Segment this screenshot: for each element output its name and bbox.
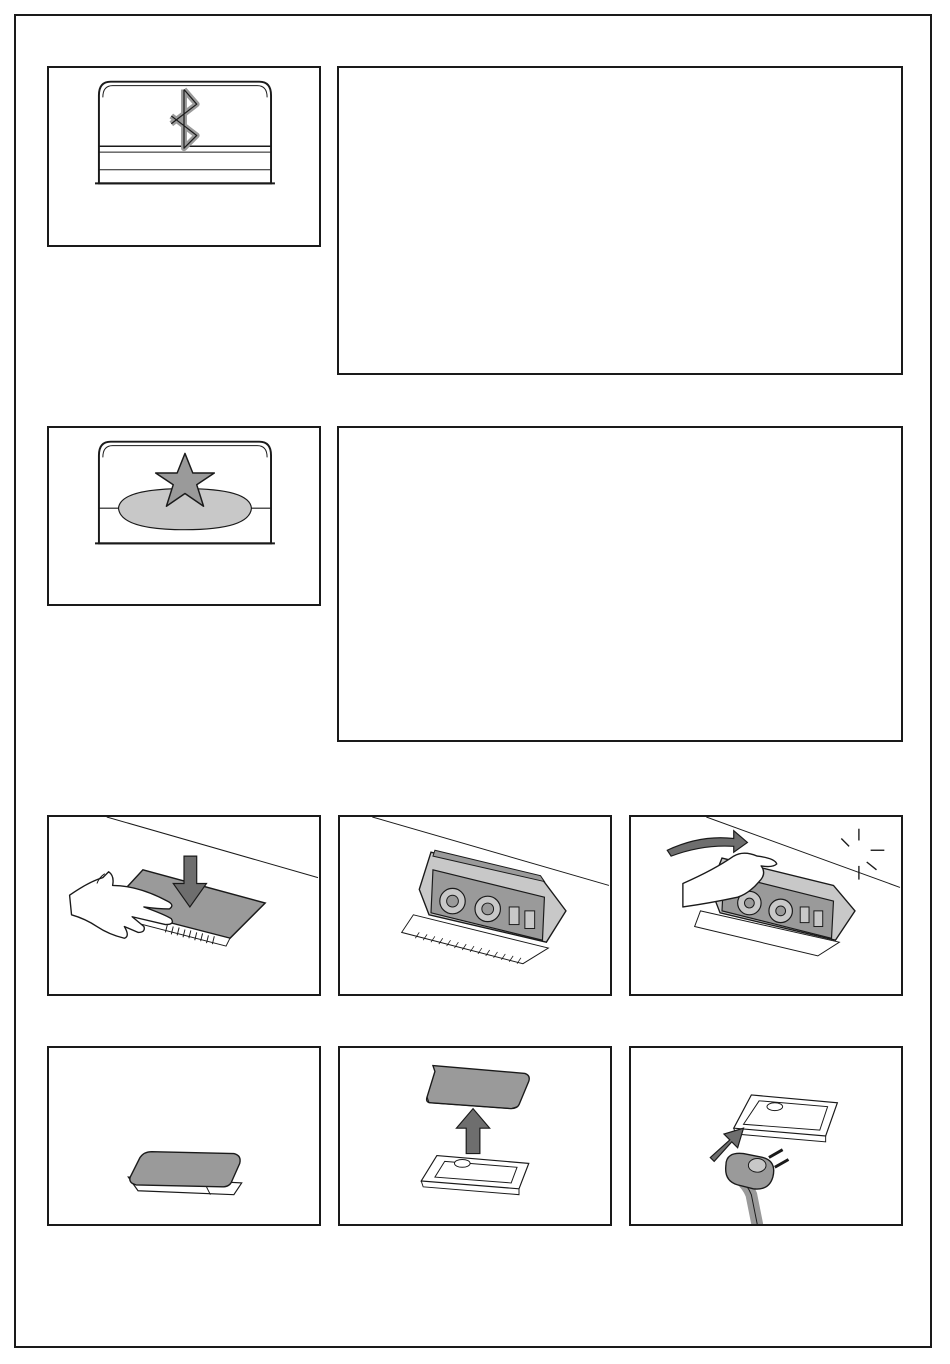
plug-insert-icon xyxy=(726,1150,789,1224)
step-unit-open-illustration xyxy=(340,817,610,994)
star-module-illustration xyxy=(49,428,319,604)
step-press-lid-figure xyxy=(47,815,321,996)
step-press-lid-illustration xyxy=(49,817,319,994)
empty-socket-frame-icon xyxy=(421,1156,529,1195)
curved-arrow-icon xyxy=(667,831,747,856)
step-close-lid-figure xyxy=(629,815,903,996)
step-insert-plug-figure xyxy=(629,1046,903,1226)
step-remove-cover-figure xyxy=(338,1046,612,1226)
lift-cover-icon xyxy=(427,1066,530,1109)
bluetooth-module-figure xyxy=(47,66,321,247)
click-sparkle-icon xyxy=(841,829,884,880)
step-unit-open-figure xyxy=(338,815,612,996)
step-remove-cover-illustration xyxy=(340,1048,610,1224)
bluetooth-description-box xyxy=(337,66,903,375)
star-module-figure xyxy=(47,426,321,606)
empty-socket-frame-icon xyxy=(734,1095,838,1142)
cover-plate-icon xyxy=(128,1152,241,1195)
step-close-lid-illustration xyxy=(631,817,901,994)
step-cover-closed-figure xyxy=(47,1046,321,1226)
step-cover-closed-illustration xyxy=(49,1048,319,1224)
step-insert-plug-illustration xyxy=(631,1048,901,1224)
up-arrow-icon xyxy=(456,1109,489,1154)
star-description-box xyxy=(337,426,903,742)
bluetooth-module-illustration xyxy=(49,68,319,245)
